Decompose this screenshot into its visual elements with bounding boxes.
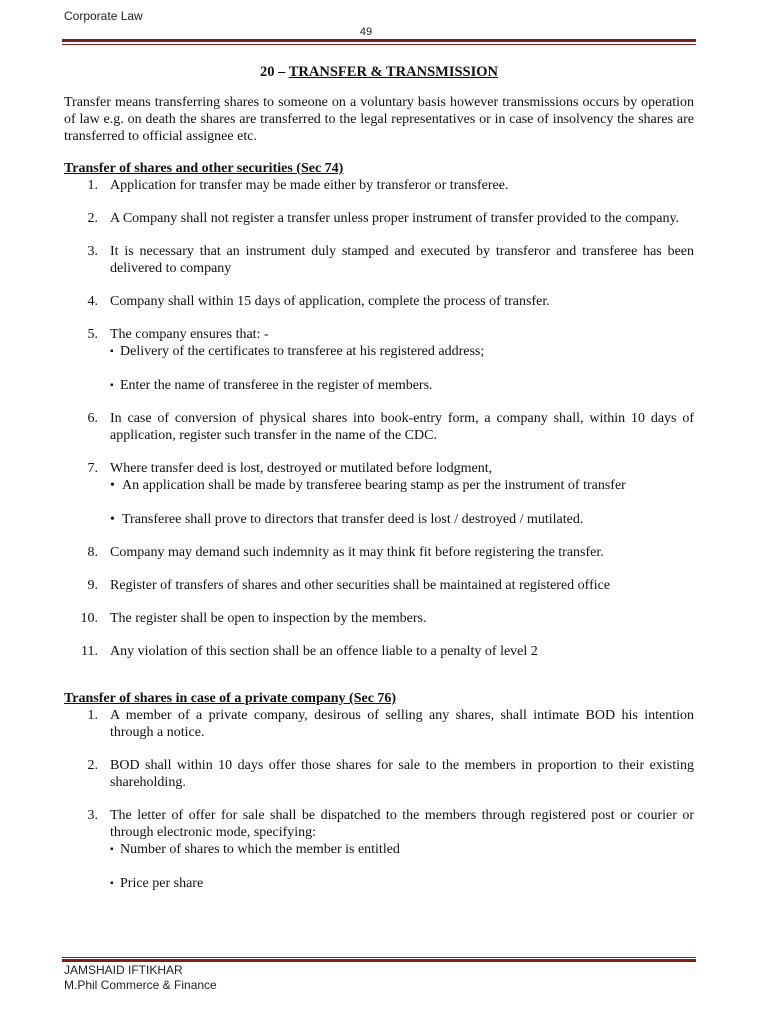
footer-qualification: M.Phil Commerce & Finance (64, 978, 217, 992)
item-number: 6. (87, 411, 98, 426)
item-number: 4. (87, 294, 98, 309)
sub-item (110, 377, 694, 394)
item-text: BOD shall within 10 days offer those shares for sale to the members in proportion to their existing shareholding. (110, 758, 694, 790)
item-text: The register shall be open to inspection by the members. (110, 611, 427, 626)
item-text: Company shall within 15 days of application, complete the process of transfer. (110, 294, 550, 309)
item-number: 7. (87, 461, 98, 476)
list-item (64, 177, 694, 194)
item-text: Any violation of this section shall be an offence liable to a penalty of level 2 (110, 644, 538, 659)
sub-item (110, 875, 694, 892)
item-number: 2. (87, 211, 98, 226)
sec76-list (64, 707, 694, 892)
sub-item-text: Delivery of the certificates to transferee at his registered address; (120, 344, 485, 359)
item-number: 2. (87, 758, 98, 773)
sub-item (110, 511, 694, 528)
sub-item (110, 841, 694, 858)
sub-item-text: Number of shares to which the member is entitled (120, 842, 400, 857)
item-text: Company may demand such indemnity as it may think fit before registering the transfer. (110, 545, 604, 560)
item-number: 11. (81, 644, 98, 659)
page-body (64, 64, 694, 908)
list-item (64, 293, 694, 310)
footer (64, 963, 217, 993)
list-item (64, 410, 694, 444)
sub-item (110, 477, 694, 494)
item-text: A member of a private company, desirous of selling any shares, shall intimate BOD his intention through a notice. (110, 708, 694, 740)
square-bullet-icon: ▪ (110, 380, 114, 391)
item-text: Register of transfers of shares and other securities shall be maintained at registered office (110, 578, 611, 593)
page-number: 49 (359, 26, 373, 38)
item-number: 3. (87, 808, 98, 823)
sec74-list (64, 177, 694, 660)
item-number: 1. (87, 178, 98, 193)
item-text: The company ensures that: - (110, 327, 269, 342)
section-heading-sec74: Transfer of shares and other securities (Sec 74) (64, 161, 344, 176)
item-text: A Company shall not register a transfer unless proper instrument of transfer provided to the company. (110, 211, 680, 226)
sub-list (110, 477, 694, 528)
sub-list (110, 841, 694, 892)
item-number: 1. (87, 708, 98, 723)
intro-paragraph: Transfer means transferring shares to someone on a voluntary basis however transmissions occurs by operation of law e.g. on death the shares are transferred to the legal representatives or in case of insolvency the shares are transferred to official assignee etc. (64, 95, 694, 144)
running-header-title: Corporate Law (64, 9, 143, 23)
header-rule (62, 39, 696, 45)
list-item (64, 326, 694, 394)
footer-rule (62, 957, 696, 962)
list-item (64, 577, 694, 594)
round-bullet-icon: • (110, 512, 115, 527)
chapter-title (64, 64, 694, 81)
sub-item (110, 343, 694, 360)
square-bullet-icon: ▪ (110, 878, 114, 889)
round-bullet-icon: • (110, 478, 115, 493)
sub-item-text: An application shall be made by transferee bearing stamp as per the instrument of transfer (122, 478, 626, 493)
list-item (64, 210, 694, 227)
item-text: In case of conversion of physical shares into book-entry form, a company shall, within 10 days of application, register such transfer in the name of the CDC. (110, 411, 694, 443)
list-item (64, 460, 694, 528)
chapter-name: TRANSFER & TRANSMISSION (288, 64, 498, 80)
item-text: Application for transfer may be made either by transferor or transferee. (110, 178, 509, 193)
list-item (64, 807, 694, 892)
item-number: 3. (87, 244, 98, 259)
sub-list (110, 343, 694, 394)
sub-item-text: Transferee shall prove to directors that transfer deed is lost / destroyed / mutilated. (122, 512, 584, 527)
item-text: The letter of offer for sale shall be dispatched to the members through registered post or courier or through electronic mode, specifying: (110, 808, 694, 840)
item-text: Where transfer deed is lost, destroyed or mutilated before lodgment, (110, 461, 493, 476)
item-number: 5. (87, 327, 98, 342)
item-number: 8. (87, 545, 98, 560)
list-item (64, 643, 694, 660)
square-bullet-icon: ▪ (110, 844, 114, 855)
list-item (64, 243, 694, 277)
item-text: It is necessary that an instrument duly stamped and executed by transferor and transferee has been delivered to company (110, 244, 694, 276)
item-number: 10. (80, 611, 98, 626)
chapter-number: 20 – (260, 64, 289, 80)
footer-author: JAMSHAID IFTIKHAR (64, 963, 183, 977)
list-item (64, 610, 694, 627)
sub-item-text: Enter the name of transferee in the register of members. (120, 378, 433, 393)
section-heading-sec76: Transfer of shares in case of a private company (Sec 76) (64, 691, 397, 706)
list-item (64, 544, 694, 561)
list-item (64, 757, 694, 791)
square-bullet-icon: ▪ (110, 346, 114, 357)
item-number: 9. (87, 578, 98, 593)
sub-item-text: Price per share (120, 876, 204, 891)
list-item (64, 707, 694, 741)
